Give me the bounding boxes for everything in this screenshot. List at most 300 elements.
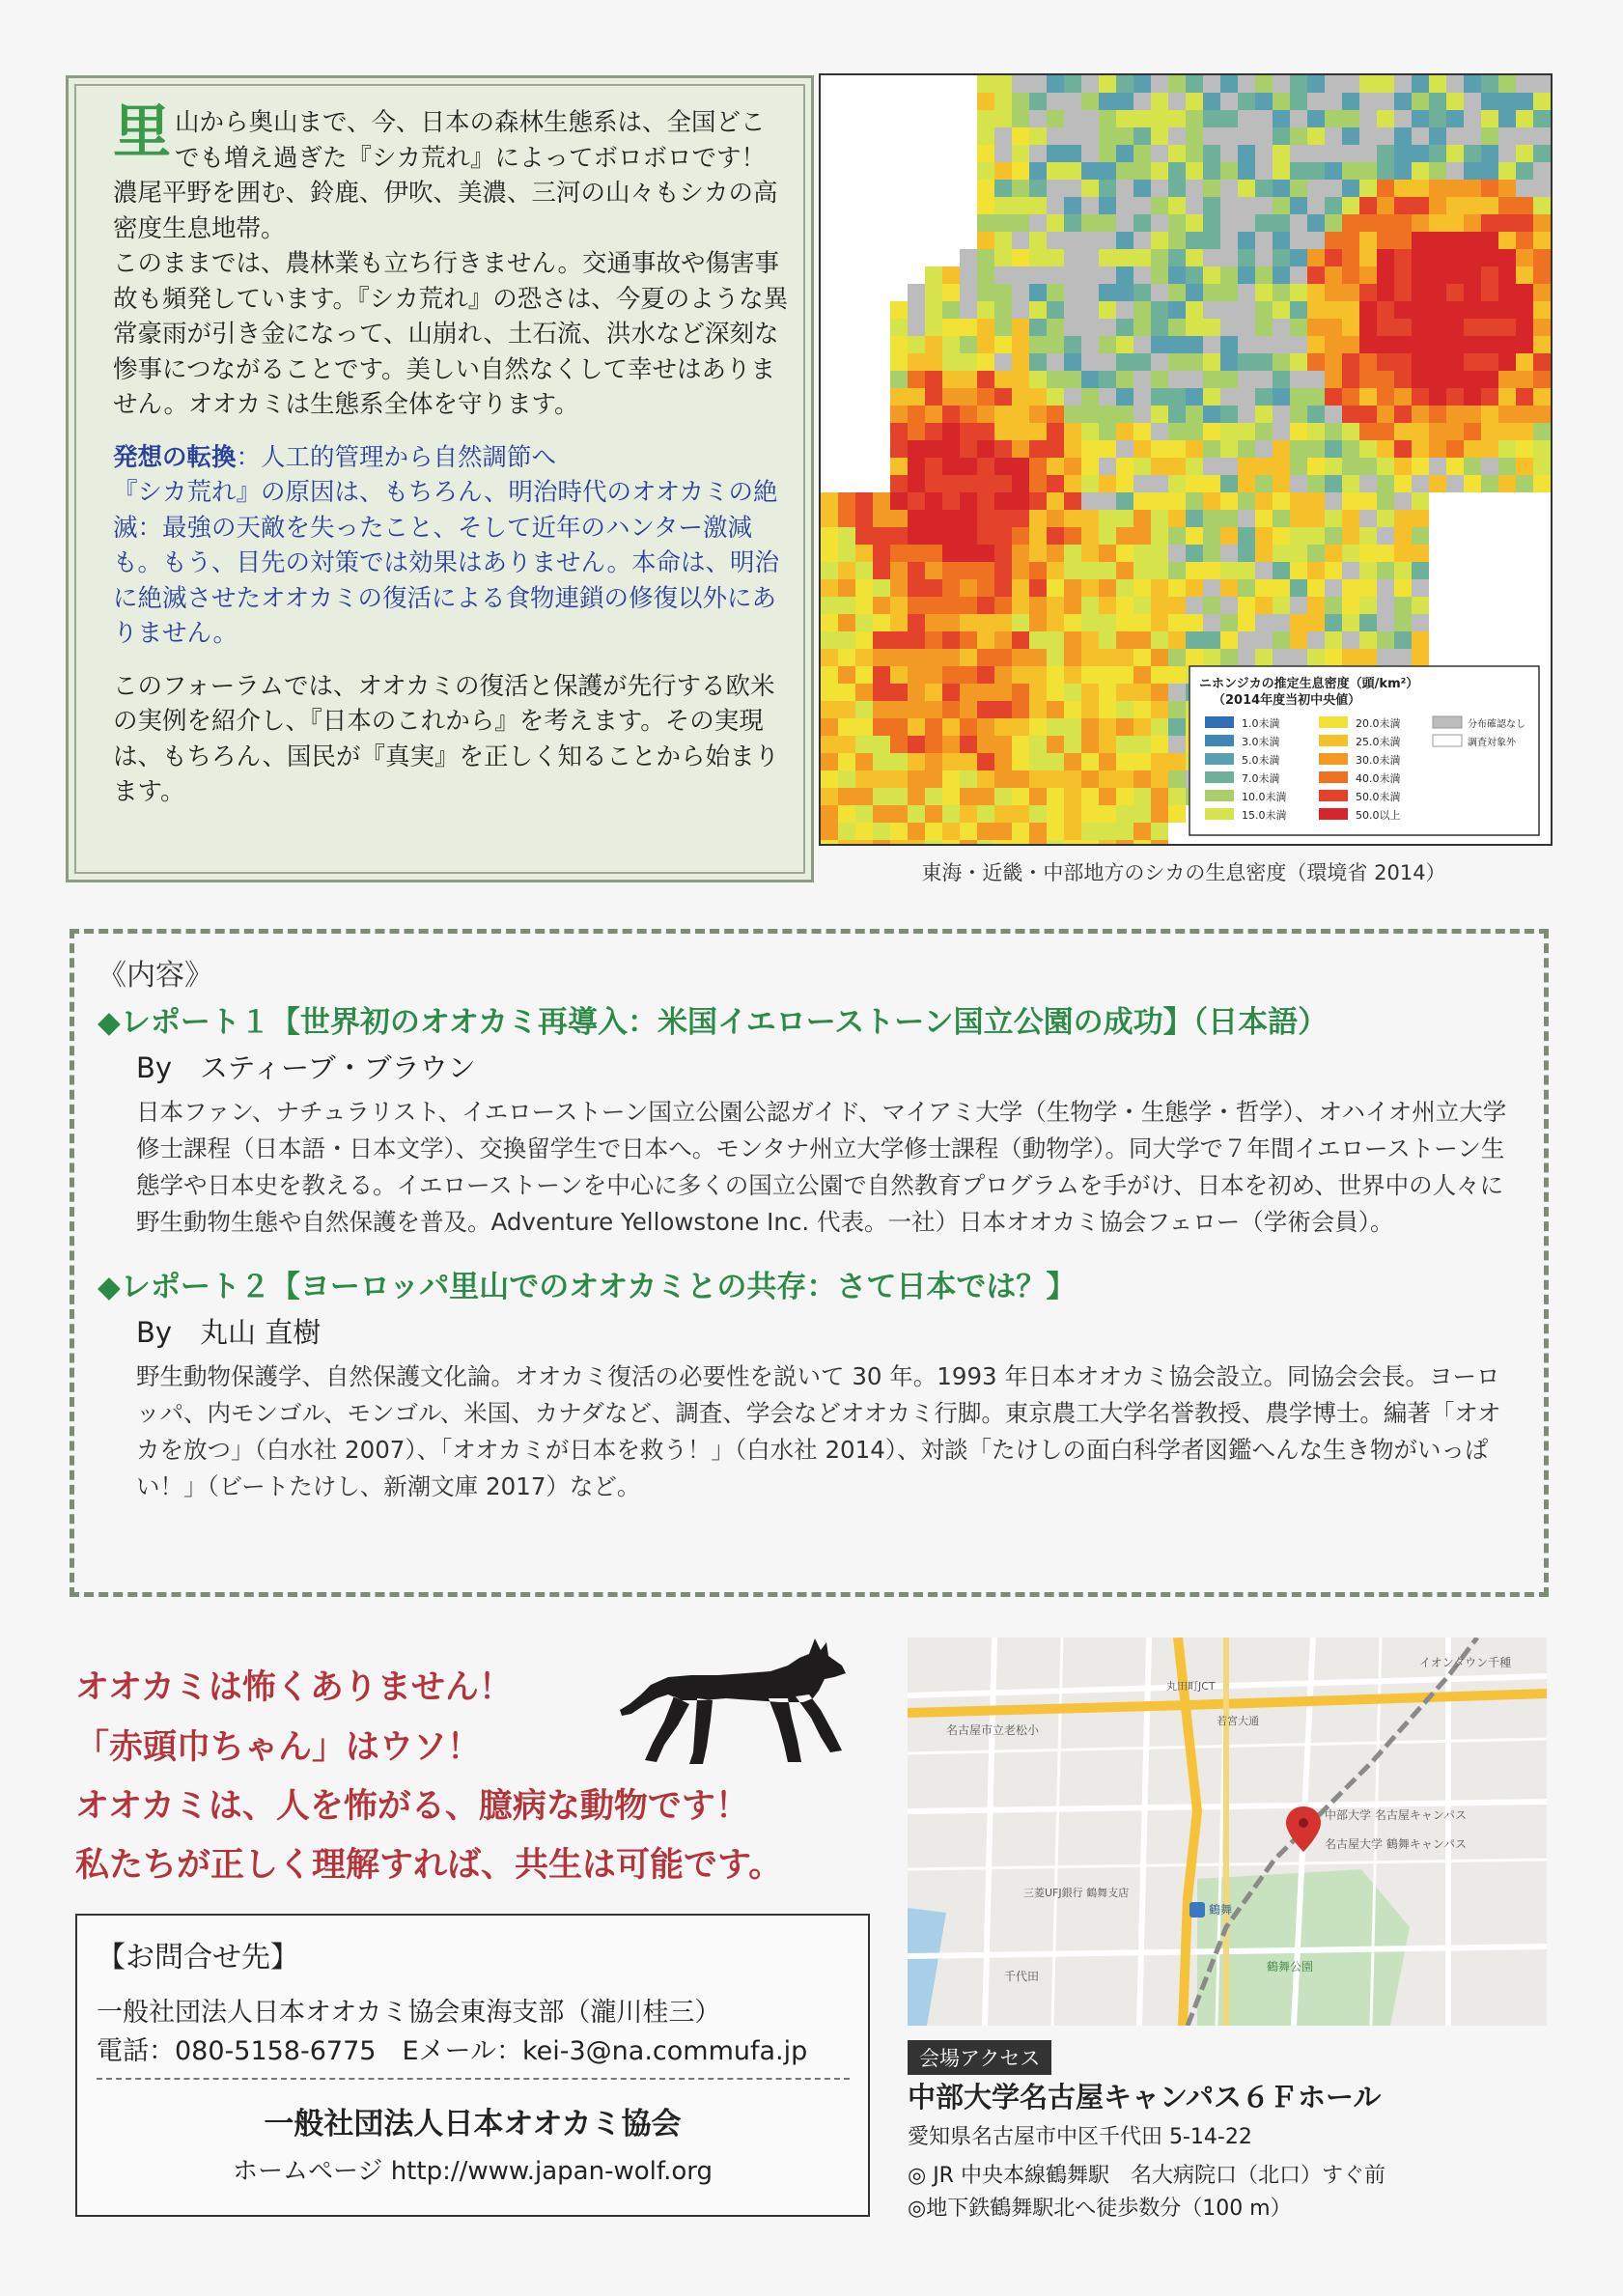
density-cell: [994, 718, 1012, 736]
density-cell: [1186, 492, 1203, 510]
density-cell: [1290, 353, 1307, 371]
density-cell: [821, 753, 838, 770]
density-cell: [1394, 649, 1412, 666]
density-cell: [1273, 527, 1290, 545]
density-cell: [1255, 440, 1273, 458]
density-cell: [1412, 266, 1429, 284]
density-cell: [1429, 162, 1446, 180]
density-cell: [1377, 423, 1394, 440]
density-cell: [1099, 736, 1116, 753]
density-cell: [1029, 701, 1047, 718]
density-cell: [1186, 388, 1203, 406]
density-cell: [1186, 475, 1203, 492]
report-2-title: ◆レポート２【ヨーロッパ里山でのオオカミとの共存：さて日本では？】: [98, 1270, 1077, 1304]
density-cell: [1168, 684, 1186, 701]
density-cell: [1099, 631, 1116, 649]
density-cell: [1412, 319, 1429, 336]
density-cell: [1377, 232, 1394, 249]
density-cell: [960, 840, 977, 844]
density-cell: [1412, 249, 1429, 266]
density-cell: [994, 388, 1012, 406]
density-cell: [960, 423, 977, 440]
density-cell: [1220, 284, 1238, 301]
density-cell: [1186, 458, 1203, 475]
density-cell: [1012, 93, 1029, 110]
density-cell: [1064, 232, 1081, 249]
shift-subtitle: ：人工的管理から自然調節へ: [236, 442, 557, 472]
legend-label: 5.0未満: [1242, 754, 1280, 767]
density-cell: [1446, 249, 1464, 266]
density-cell: [977, 319, 994, 336]
density-cell: [1307, 162, 1325, 180]
density-cell: [1064, 718, 1081, 736]
density-cell: [1029, 527, 1047, 545]
density-cell: [1047, 336, 1064, 353]
density-cell: [1099, 284, 1116, 301]
density-cell: [908, 440, 925, 458]
density-cell: [1342, 319, 1359, 336]
density-cell: [1064, 266, 1081, 284]
density-cell: [1012, 406, 1029, 423]
density-cell: [1325, 579, 1342, 597]
density-cell: [1533, 180, 1551, 197]
density-cell: [1151, 127, 1168, 145]
density-cell: [1133, 770, 1151, 788]
density-cell: [1099, 388, 1116, 406]
density-cell: [1047, 266, 1064, 284]
density-cell: [1012, 180, 1029, 197]
density-cell: [1446, 371, 1464, 388]
density-cell: [1012, 770, 1029, 788]
density-cell: [1047, 180, 1064, 197]
density-cell: [1186, 127, 1203, 145]
density-cell: [1099, 614, 1116, 631]
density-cell: [1220, 371, 1238, 388]
density-cell: [1394, 492, 1412, 510]
density-cell: [821, 823, 838, 840]
density-cell: [1516, 353, 1533, 371]
density-cell: [1377, 284, 1394, 301]
density-cell: [977, 266, 994, 284]
density-cell: [1081, 93, 1099, 110]
density-cell: [1220, 162, 1238, 180]
density-cell: [1168, 527, 1186, 545]
report-2-speaker: By 丸山 直樹: [136, 1316, 322, 1349]
density-cell: [1464, 371, 1481, 388]
density-cell: [890, 440, 908, 458]
density-cell: [1255, 162, 1273, 180]
density-cell: [1325, 75, 1342, 93]
density-cell: [1203, 440, 1220, 458]
density-cell: [1186, 527, 1203, 545]
density-cell: [1377, 527, 1394, 545]
density-cell: [1429, 266, 1446, 284]
density-cell: [890, 527, 908, 545]
density-cell: [1516, 145, 1533, 162]
density-cell: [1290, 562, 1307, 579]
density-cell: [1342, 249, 1359, 266]
density-cell: [1446, 406, 1464, 423]
density-cell: [1290, 440, 1307, 458]
density-cell: [1255, 649, 1273, 666]
density-cell: [821, 840, 838, 844]
density-cell: [1151, 736, 1168, 753]
density-cell: [1151, 197, 1168, 214]
density-cell: [1099, 475, 1116, 492]
density-cell: [994, 371, 1012, 388]
density-cell: [1220, 492, 1238, 510]
density-cell: [1116, 214, 1133, 232]
intro-box: [66, 75, 814, 882]
density-cell: [1029, 579, 1047, 597]
density-cell: [1151, 371, 1168, 388]
density-cell: [1064, 110, 1081, 127]
density-cell: [821, 614, 838, 631]
density-cell: [925, 319, 942, 336]
density-cell: [942, 371, 960, 388]
density-cell: [1116, 597, 1133, 614]
density-cell: [1464, 232, 1481, 249]
density-cell: [1498, 353, 1516, 371]
density-cell: [890, 492, 908, 510]
density-cell: [1238, 388, 1255, 406]
density-cell: [838, 736, 855, 753]
density-cell: [1099, 249, 1116, 266]
density-cell: [925, 718, 942, 736]
density-cell: [1238, 545, 1255, 562]
density-cell: [977, 475, 994, 492]
density-cell: [1186, 214, 1203, 232]
density-cell: [1203, 406, 1220, 423]
density-cell: [1394, 110, 1412, 127]
density-cell: [1186, 249, 1203, 266]
density-cell: [1481, 371, 1498, 388]
density-cell: [1099, 440, 1116, 458]
density-cell: [977, 197, 994, 214]
density-cell: [1186, 631, 1203, 649]
density-cell: [1290, 545, 1307, 562]
density-cell: [1081, 371, 1099, 388]
density-cell: [1255, 249, 1273, 266]
density-cell: [1168, 492, 1186, 510]
density-cell: [1394, 614, 1412, 631]
density-cell: [838, 823, 855, 840]
density-cell: [960, 475, 977, 492]
density-cell: [1220, 649, 1238, 666]
density-cell: [1533, 127, 1551, 145]
density-cell: [1255, 562, 1273, 579]
inquiry-branch: 一般社団法人日本オオカミ協会東海支部（瀧川桂三）: [97, 1998, 721, 2028]
density-cell: [821, 649, 838, 666]
density-cell: [1012, 75, 1029, 93]
density-cell: [1307, 110, 1325, 127]
density-cell: [890, 718, 908, 736]
density-cell: [1099, 805, 1116, 823]
density-cell: [925, 614, 942, 631]
density-cell: [1168, 214, 1186, 232]
density-cell: [1429, 284, 1446, 301]
density-cell: [1081, 545, 1099, 562]
density-cell: [1394, 458, 1412, 475]
density-cell: [1394, 353, 1412, 371]
density-cell: [1273, 388, 1290, 406]
density-cell: [1081, 649, 1099, 666]
density-cell: [1238, 527, 1255, 545]
density-cell: [1377, 562, 1394, 579]
density-cell: [1238, 301, 1255, 319]
density-cell: [1429, 301, 1446, 319]
density-cell: [1412, 180, 1429, 197]
density-cell: [908, 770, 925, 788]
density-cell: [1203, 614, 1220, 631]
density-cell: [1029, 301, 1047, 319]
density-cell: [925, 701, 942, 718]
density-cell: [1081, 197, 1099, 214]
density-cell: [1047, 110, 1064, 127]
density-cell: [1359, 110, 1377, 127]
density-cell: [1047, 232, 1064, 249]
density-cell: [1116, 701, 1133, 718]
density-cell: [838, 492, 855, 510]
density-cell: [908, 718, 925, 736]
density-cell: [1533, 284, 1551, 301]
density-cell: [1029, 406, 1047, 423]
density-cell: [1255, 614, 1273, 631]
density-cell: [1446, 336, 1464, 353]
report-1-speaker: By スティーブ・ブラウン: [136, 1051, 476, 1084]
density-cell: [1290, 284, 1307, 301]
density-cell: [1238, 180, 1255, 197]
density-cell: [1099, 371, 1116, 388]
density-cell: [1377, 631, 1394, 649]
density-cell: [1481, 214, 1498, 232]
density-cell: [1047, 284, 1064, 301]
density-cell: [1220, 527, 1238, 545]
density-cell: [960, 823, 977, 840]
density-cell: [1220, 93, 1238, 110]
density-cell: [1012, 562, 1029, 579]
density-cell: [1481, 145, 1498, 162]
density-cell: [1168, 249, 1186, 266]
density-cell: [1429, 180, 1446, 197]
density-cell: [1238, 110, 1255, 127]
density-cell: [1325, 440, 1342, 458]
density-cell: [1255, 597, 1273, 614]
density-cell: [1133, 736, 1151, 753]
map-label-campus: 中部大学 名古屋キャンパス: [1325, 1808, 1467, 1822]
density-cell: [1412, 162, 1429, 180]
density-cell: [1238, 492, 1255, 510]
density-cell: [890, 823, 908, 840]
density-cell: [977, 562, 994, 579]
density-cell: [1012, 631, 1029, 649]
density-cell: [1412, 406, 1429, 423]
density-cell: [1359, 249, 1377, 266]
density-cell: [1342, 127, 1359, 145]
density-cell: [1290, 475, 1307, 492]
density-cell: [1342, 180, 1359, 197]
density-cell: [994, 770, 1012, 788]
legend-swatch: [1205, 716, 1234, 728]
density-cell: [1064, 371, 1081, 388]
density-cell: [1412, 371, 1429, 388]
density-cell: [890, 353, 908, 371]
density-cell: [1412, 93, 1429, 110]
density-cell: [977, 631, 994, 649]
density-cell: [1133, 232, 1151, 249]
density-cell: [1133, 475, 1151, 492]
density-cell: [1429, 371, 1446, 388]
density-cell: [1116, 266, 1133, 284]
density-cell: [1133, 788, 1151, 805]
density-cell: [1481, 127, 1498, 145]
density-cell: [855, 736, 873, 753]
density-cell: [1151, 110, 1168, 127]
legend-label: 50.0未満: [1356, 791, 1401, 803]
density-cell: [1099, 770, 1116, 788]
density-cell: [994, 631, 1012, 649]
density-cell: [1377, 614, 1394, 631]
density-cell: [1325, 562, 1342, 579]
density-cell: [1464, 180, 1481, 197]
density-cell: [1255, 197, 1273, 214]
density-cell: [838, 614, 855, 631]
density-cell: [1133, 718, 1151, 736]
density-cell: [1168, 458, 1186, 475]
density-cell: [1168, 301, 1186, 319]
density-cell: [1325, 162, 1342, 180]
density-cell: [1498, 145, 1516, 162]
density-cell: [1255, 301, 1273, 319]
density-cell: [1342, 75, 1359, 93]
density-cell: [1412, 127, 1429, 145]
density-cell: [1325, 232, 1342, 249]
density-cell: [1307, 319, 1325, 336]
wolf-message-4: 私たちが正しく理解すれば、共生は可能です。: [75, 1846, 783, 1885]
density-cell: [1064, 823, 1081, 840]
density-cell: [1064, 545, 1081, 562]
density-cell: [925, 840, 942, 844]
density-cell: [1516, 475, 1533, 492]
density-cell: [1220, 232, 1238, 249]
density-cell: [908, 284, 925, 301]
density-cell: [1047, 701, 1064, 718]
density-cell: [908, 684, 925, 701]
density-cell: [1238, 597, 1255, 614]
density-cell: [1168, 336, 1186, 353]
density-cell: [1064, 805, 1081, 823]
density-cell: [1238, 475, 1255, 492]
density-cell: [960, 266, 977, 284]
density-cell: [1464, 353, 1481, 371]
density-cell: [1516, 284, 1533, 301]
density-cell: [1064, 614, 1081, 631]
density-cell: [1151, 805, 1168, 823]
density-cell: [977, 718, 994, 736]
density-cell: [977, 301, 994, 319]
density-cell: [1290, 458, 1307, 475]
density-cell: [1151, 423, 1168, 440]
density-cell: [1220, 614, 1238, 631]
density-cell: [1377, 127, 1394, 145]
density-cell: [1099, 458, 1116, 475]
density-cell: [977, 492, 994, 510]
wolf-silhouette-icon: [618, 1637, 850, 1767]
density-cell: [1064, 162, 1081, 180]
density-cell: [1064, 284, 1081, 301]
density-cell: [1047, 145, 1064, 162]
inquiry-contact: 電話：080-5158-6775 Eメール：kei-3@na.commufa.jp: [97, 2036, 808, 2066]
density-cell: [942, 545, 960, 562]
density-cell: [1255, 631, 1273, 649]
density-cell: [1029, 110, 1047, 127]
density-cell: [994, 649, 1012, 666]
density-cell: [1533, 475, 1551, 492]
density-cell: [1255, 93, 1273, 110]
legend-swatch: [1205, 790, 1234, 801]
density-cell: [925, 527, 942, 545]
density-cell: [994, 684, 1012, 701]
density-cell: [1168, 145, 1186, 162]
density-cell: [1064, 475, 1081, 492]
density-cell: [1446, 197, 1464, 214]
density-cell: [1359, 75, 1377, 93]
density-cell: [1116, 545, 1133, 562]
density-cell: [1394, 527, 1412, 545]
density-cell: [1029, 232, 1047, 249]
density-cell: [960, 527, 977, 545]
map-label-bank: 三菱UFJ銀行 鶴舞支店: [1023, 1887, 1130, 1899]
density-cell: [925, 440, 942, 458]
density-cell: [1047, 736, 1064, 753]
density-cell: [1377, 406, 1394, 423]
density-cell: [821, 510, 838, 527]
density-cell: [994, 214, 1012, 232]
density-cell: [855, 718, 873, 736]
legend-swatch: [1205, 808, 1234, 820]
density-cell: [1151, 406, 1168, 423]
density-cell: [1481, 197, 1498, 214]
density-cell: [1116, 127, 1133, 145]
density-cell: [994, 527, 1012, 545]
density-cell: [1359, 545, 1377, 562]
density-cell: [1168, 579, 1186, 597]
density-cell: [1498, 406, 1516, 423]
density-cell: [1168, 753, 1186, 770]
density-cell: [1029, 336, 1047, 353]
density-cell: [1533, 301, 1551, 319]
density-cell: [1151, 631, 1168, 649]
density-cell: [1325, 110, 1342, 127]
density-cell: [1464, 249, 1481, 266]
density-cell: [994, 180, 1012, 197]
legend-swatch: [1433, 716, 1462, 728]
legend-title-1: ニホンジカの推定生息密度（頭/km²）: [1199, 677, 1419, 691]
density-cell: [1099, 93, 1116, 110]
density-cell: [1220, 214, 1238, 232]
density-cell: [1429, 440, 1446, 458]
legend-label: 3.0未満: [1242, 736, 1280, 748]
density-cell: [942, 510, 960, 527]
density-cell: [1047, 214, 1064, 232]
density-cell: [1133, 93, 1151, 110]
density-cell: [977, 388, 994, 406]
density-cell: [1151, 232, 1168, 249]
density-cell: [1116, 718, 1133, 736]
density-cell: [908, 597, 925, 614]
density-cell: [1099, 197, 1116, 214]
density-cell: [1533, 388, 1551, 406]
